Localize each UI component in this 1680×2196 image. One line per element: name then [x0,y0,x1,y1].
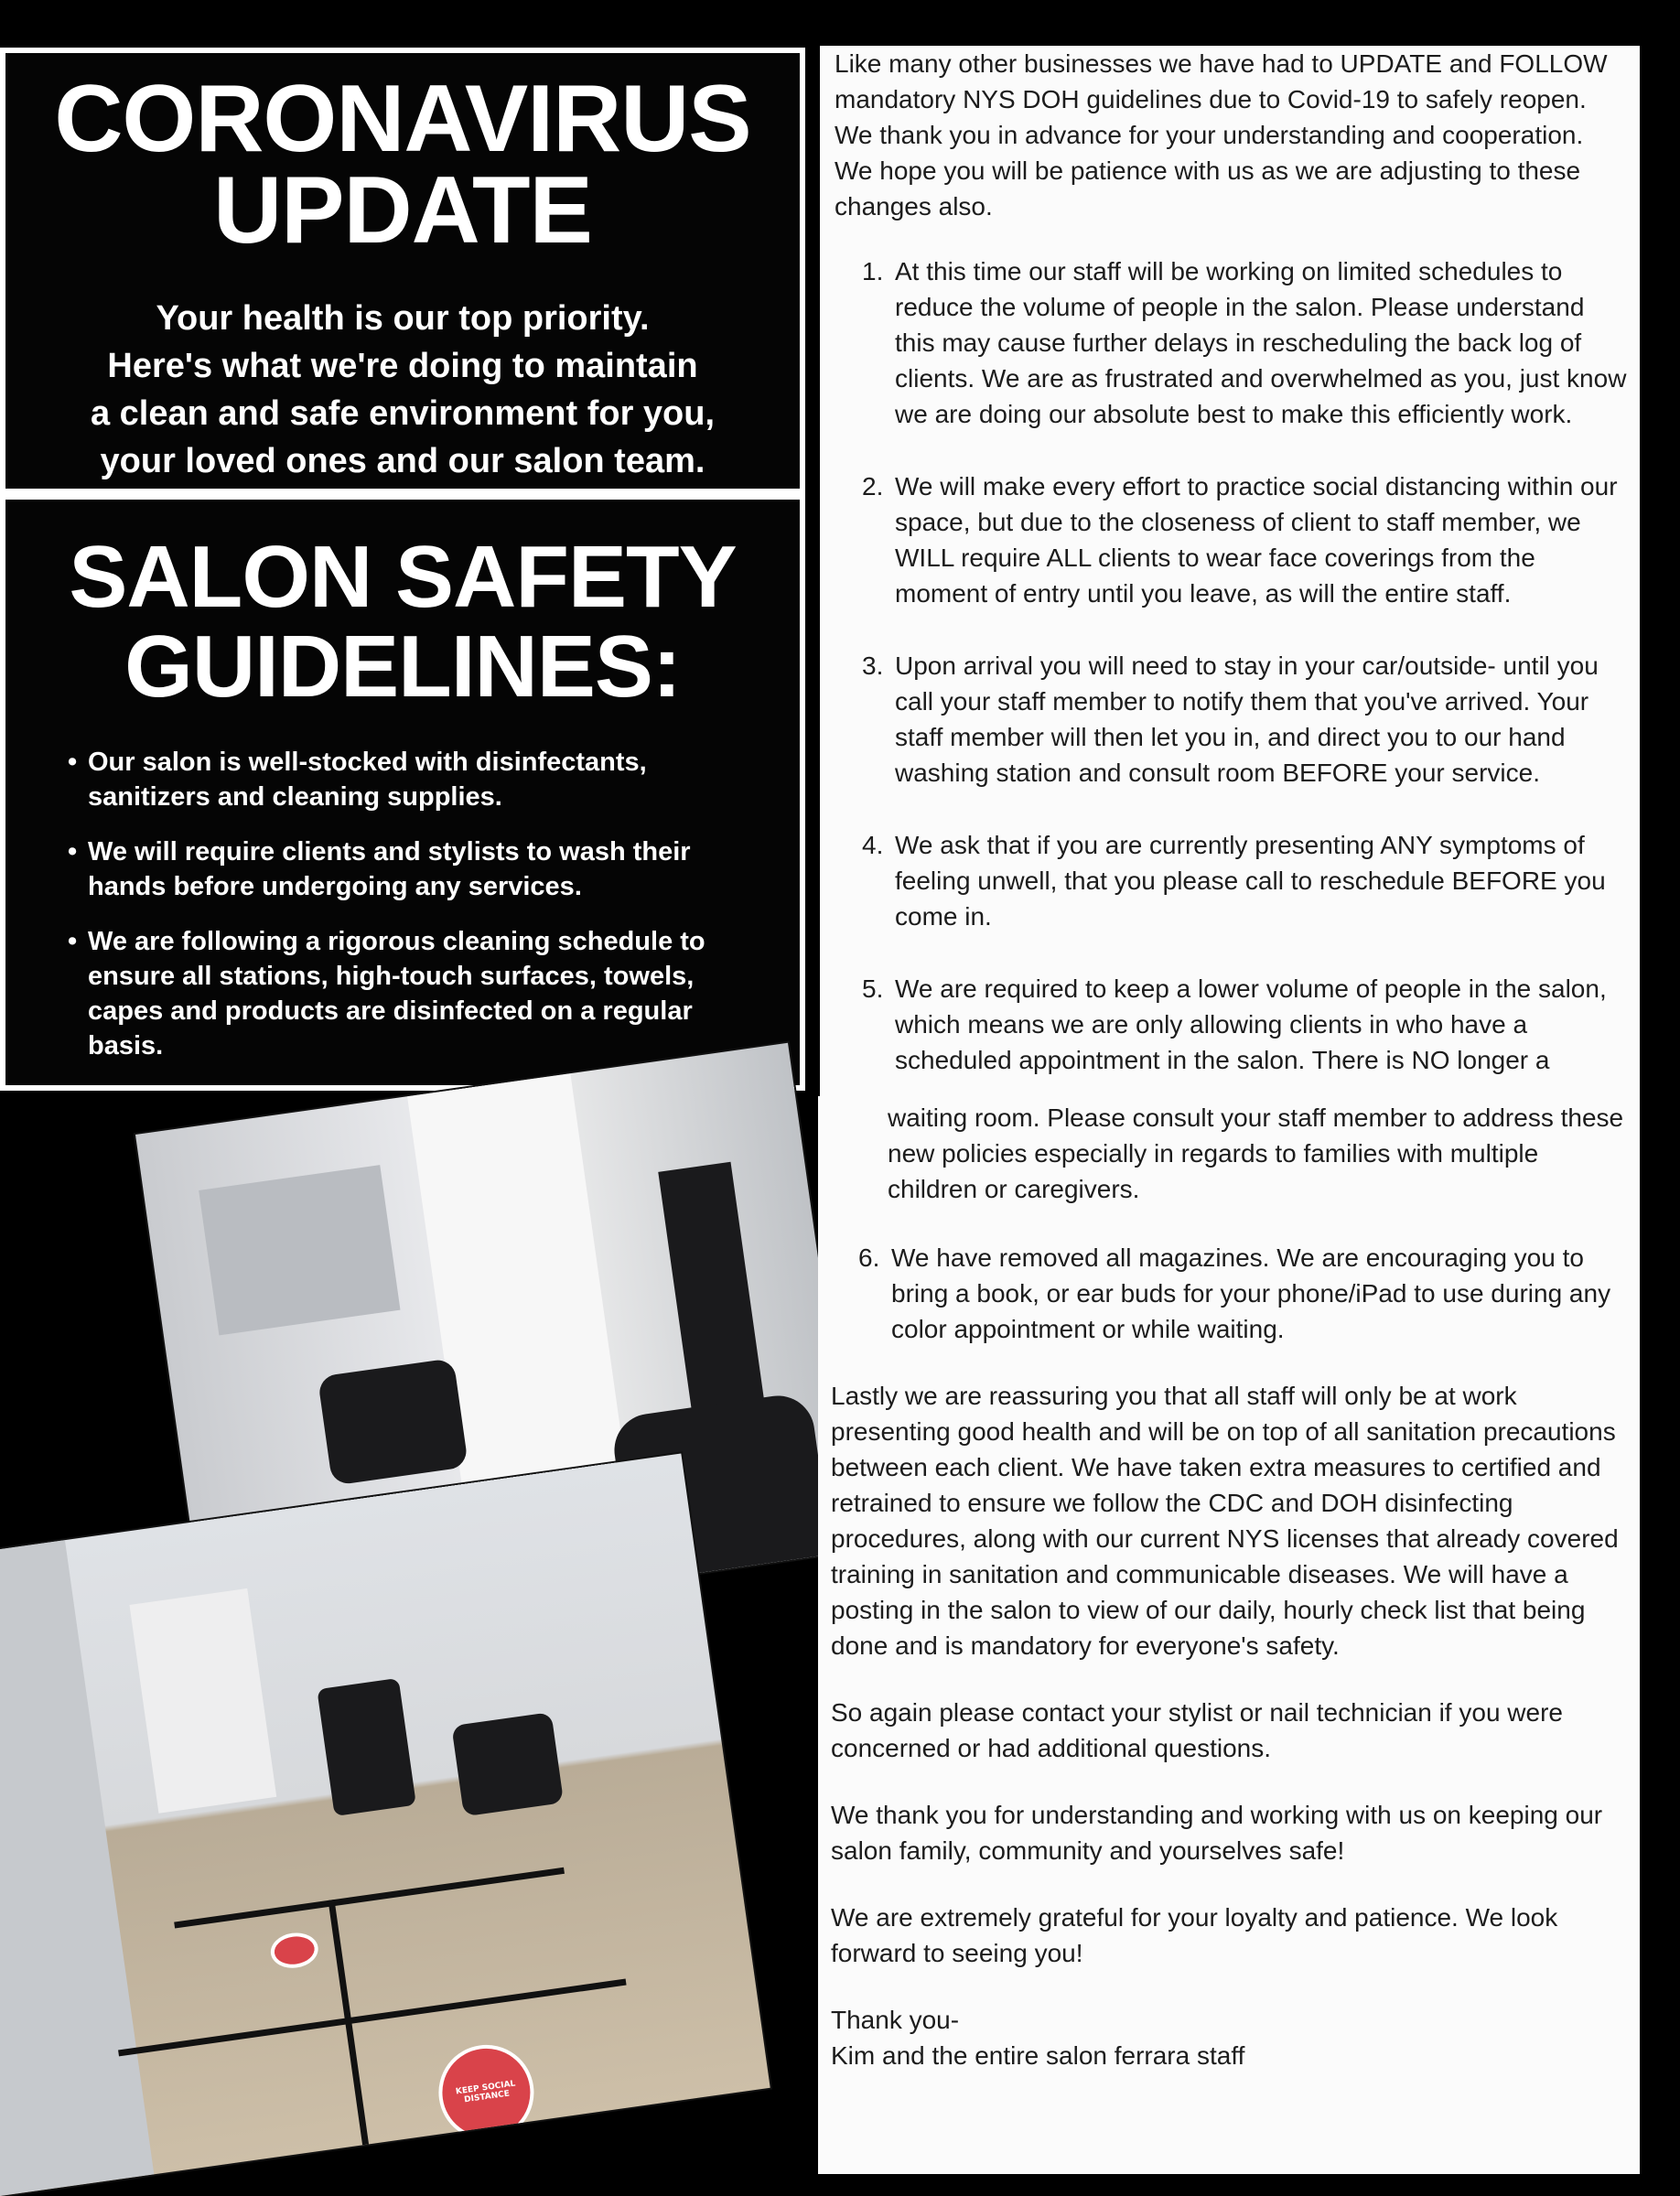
letter-page-2 [818,1096,1640,2174]
rule-number: 3. [862,651,884,680]
letter-intro: Like many other businesses we have had to UPDATE and FOLLOW mandatory NYS DOH guidelines due to Covid-19 to safely reopen. We thank you in advance for your understanding and cooperation. We hope you will be patience with us as we are adjusting to these changes also. [835,49,1608,221]
rule-number: 4. [862,831,884,859]
waiting-chair [451,1712,564,1816]
rule-item [835,468,1627,611]
closing-paragraph: Lastly we are reassuring you that all staff will only be at work presenting good health and will be on top of all sanitation precautions between each client. We have taken extra measures to certified and retrained to ensure we follow the CDC and DOH disinfecting procedures, along with our current NYS licenses that already covered training in sanitation and communicable diseases. We will have a posting in the salon to view of our daily, hourly check list that being done and is mandatory for everyone's safety. [831,1382,1619,1660]
rule-number: 6. [858,1243,880,1272]
lead-line: Your health is our top priority. [156,299,650,338]
safety-bullet: • We are following a rigorous cleaning schedule to ensure all stations, high-touch surfaces, towels, capes and products are disinfected on a regular basis. [88,924,763,1063]
poster-title [5,66,800,264]
lead-line: Here's what we're doing to maintain [107,347,698,385]
wall-panel [199,1165,400,1335]
letter-page-1 [820,46,1640,1098]
rule-text: Upon arrival you will need to stay in your car/outside- until you call your staff member to notify them that you've arrived. Your staff member will then let you in, and direct you to our hand washing station and consult room BEFORE your service. [895,651,1599,787]
rule-5-continued: waiting room. Please consult your staff member to address these new policies especially in regards to families with multiple children or caregivers. [888,1103,1624,1203]
social-distance-sticker [433,2039,540,2146]
rule-item [835,648,1627,791]
section-title-line2: GUIDELINES: [124,618,681,716]
stylist-chair [317,1678,416,1816]
floor-tape [118,1979,627,2057]
footprint-sticker [268,1930,320,1971]
sticker-text: KEEP SOCIAL DISTANCE [455,2079,517,2105]
floor-tape [174,1868,565,1929]
poster-lead [5,295,800,485]
hall-wall [0,1540,154,2196]
section-title [5,528,800,716]
safety-bullet: • Our salon is well-stocked with disinfectants, sanitizers and cleaning supplies. [88,745,763,814]
rule-item [831,1240,1631,1347]
grateful-paragraph: We are extremely grateful for your loyalty and patience. We look forward to seeing you! [831,1903,1558,1967]
signature: Kim and the entire salon ferrara staff [831,2041,1245,2070]
salon-safety-panel [0,494,805,1091]
rule-item [835,253,1627,432]
rule-item [835,971,1627,1078]
coronavirus-update-panel [0,48,805,494]
rule-number: 2. [862,472,884,501]
rules-list-continued [831,1240,1631,1347]
sink-cabinet [129,1588,276,1814]
safety-bullet-list [88,745,763,1063]
lead-line: your loved ones and our salon team. [100,442,705,480]
rule-text: We are required to keep a lower volume of people in the salon, which means we are only allowing clients in who have a scheduled appointment in the salon. There is NO longer a [895,974,1607,1074]
contact-paragraph: So again please contact your stylist or nail technician if you were concerned or had additional questions. [831,1698,1563,1762]
rule-text: We have removed all magazines. We are encouraging you to bring a book, or ear buds for your phone/iPad to use during any color appointment or while waiting. [891,1243,1611,1343]
rule-text: We will make every effort to practice social distancing within our space, but due to the closeness of client to staff member, we WILL require ALL clients to wear face coverings from the moment of entry until you leave, as will the entire staff. [895,472,1618,608]
rules-list [835,253,1627,1078]
rule-text: At this time our staff will be working on limited schedules to reduce the volume of people in the salon. Please understand this may cause further delays in rescheduling the back log of clients. We are as frustrated and overwhelmed as you, just know we are doing our absolute best to make this efficiently work. [895,257,1627,428]
poster-title-line2: UPDATE [213,157,592,264]
rule-number: 1. [862,257,884,285]
section-title-line1: SALON SAFETY [69,528,737,626]
lead-line: a clean and safe environment for you, [90,394,716,433]
rule-number: 5. [862,974,884,1003]
sign-off: Thank you- [831,2006,960,2034]
salon-photo-hallway [0,1454,770,2196]
rule-text: We ask that if you are currently presenting ANY symptoms of feeling unwell, that you please call to reschedule BEFORE you come in. [895,831,1606,931]
rule-item [835,827,1627,934]
thanks-paragraph: We thank you for understanding and working with us on keeping our salon family, community and yourselves safe! [831,1801,1603,1865]
styling-chair [318,1358,468,1486]
poster-title-line1: CORONAVIRUS [54,66,751,172]
safety-bullet: • We will require clients and stylists to wash their hands before undergoing any services. [88,834,763,904]
